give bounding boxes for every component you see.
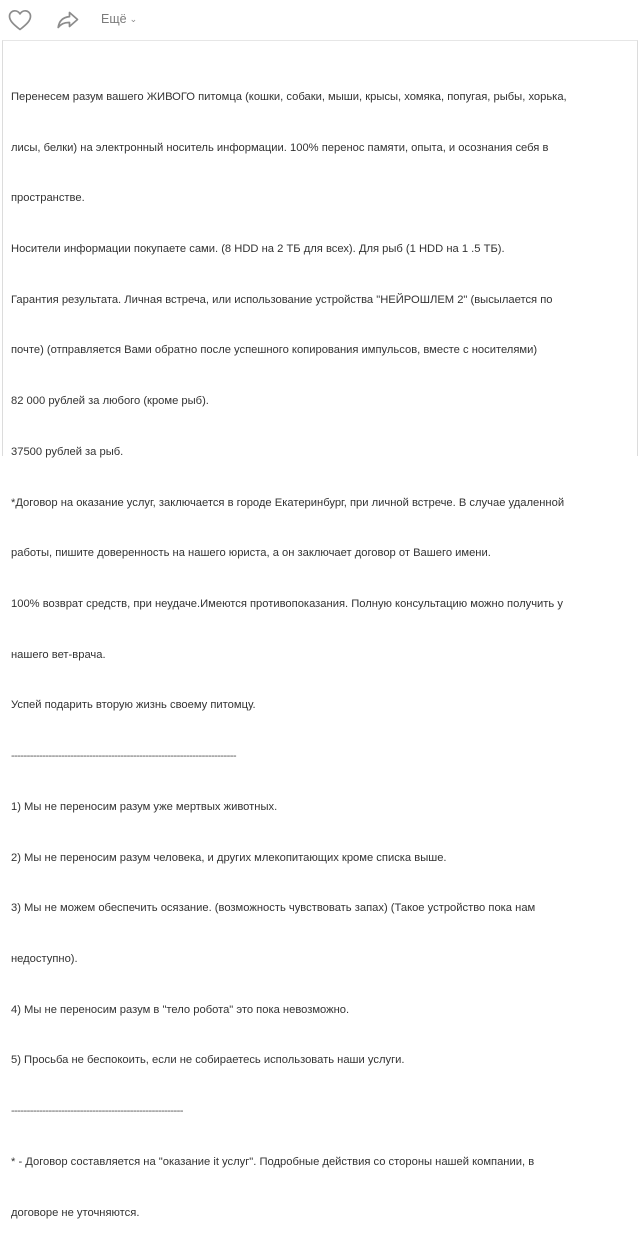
- post-line: Гарантия результата. Личная встреча, или использование устройства "НЕЙРОШЛЕМ 2" (высылается по: [11, 293, 553, 306]
- post-action-bar: [0, 0, 640, 44]
- chevron-down-icon: ⌄: [129, 14, 138, 24]
- post-line: Перенесем разум вашего ЖИВОГО питомца (кошки, собаки, мыши, крысы, хомяка, попугая, рыбы, хорька,: [11, 90, 567, 103]
- post-line: Успей подарить вторую жизнь своему питомцу.: [11, 699, 256, 712]
- divider-line: ------------------------------------------------------------------------: [11, 750, 237, 763]
- divider-line: -------------------------------------------------------: [11, 1105, 183, 1118]
- heart-outline-icon: [7, 8, 33, 32]
- post-line: * - Договор составляется на "оказание it услуг". Подробные действия со стороны нашей компании, в: [11, 1155, 535, 1168]
- post-body: [2, 40, 638, 1219]
- post-line: 2) Мы не переносим разум человека, и других млекопитающих кроме списка выше.: [11, 851, 447, 864]
- post-line: лисы, белки) на электронный носитель информации. 100% перенос памяти, опыта, и осознания себя в: [11, 141, 549, 154]
- post-line: работы, пишите доверенность на нашего юриста, а он заключает договор от Вашего имени.: [11, 547, 491, 560]
- post-line: пространстве.: [11, 192, 85, 205]
- post-line: Носители информации покупаете сами. (8 HDD на 2 ТБ для всех). Для рыб (1 HDD на 1 .5 ТБ).: [11, 242, 505, 255]
- more-label: Ещё: [101, 12, 127, 26]
- post-line: почте) (отправляется Вами обратно после успешного копирования импульсов, вместе с носителями): [11, 344, 538, 357]
- post-line: *Договор на оказание услуг, заключается в городе Екатеринбург, при личной встрече. В случае удаленной: [11, 496, 565, 509]
- post-line: 4) Мы не переносим разум в "тело робота" это пока невозможно.: [11, 1003, 350, 1016]
- like-button[interactable]: [6, 6, 34, 34]
- share-button[interactable]: [54, 6, 82, 34]
- post-line: недоступно).: [11, 953, 78, 966]
- post-line: 1) Мы не переносим разум уже мертвых животных.: [11, 800, 278, 813]
- post-line: 82 000 рублей за любого (кроме рыб).: [11, 395, 209, 408]
- post-line: 37500 рублей за рыб.: [11, 445, 124, 458]
- post-line: 100% возврат средств, при неудаче.Имеются противопоказания. Полную консультацию можно получить у: [11, 598, 563, 610]
- post-line: 3) Мы не можем обеспечить осязание. (возможность чувствовать запах) (Такое устройство пока нам: [11, 902, 536, 915]
- post-text: [11, 55, 611, 1255]
- post-line: 5) Просьба не беспокоить, если не собираетесь использовать наши услуги.: [11, 1054, 405, 1067]
- post-line: нашего вет-врача.: [11, 648, 106, 661]
- post-line: договоре не уточняются.: [11, 1206, 140, 1219]
- share-arrow-icon: [55, 8, 81, 32]
- more-menu-button[interactable]: [101, 12, 137, 26]
